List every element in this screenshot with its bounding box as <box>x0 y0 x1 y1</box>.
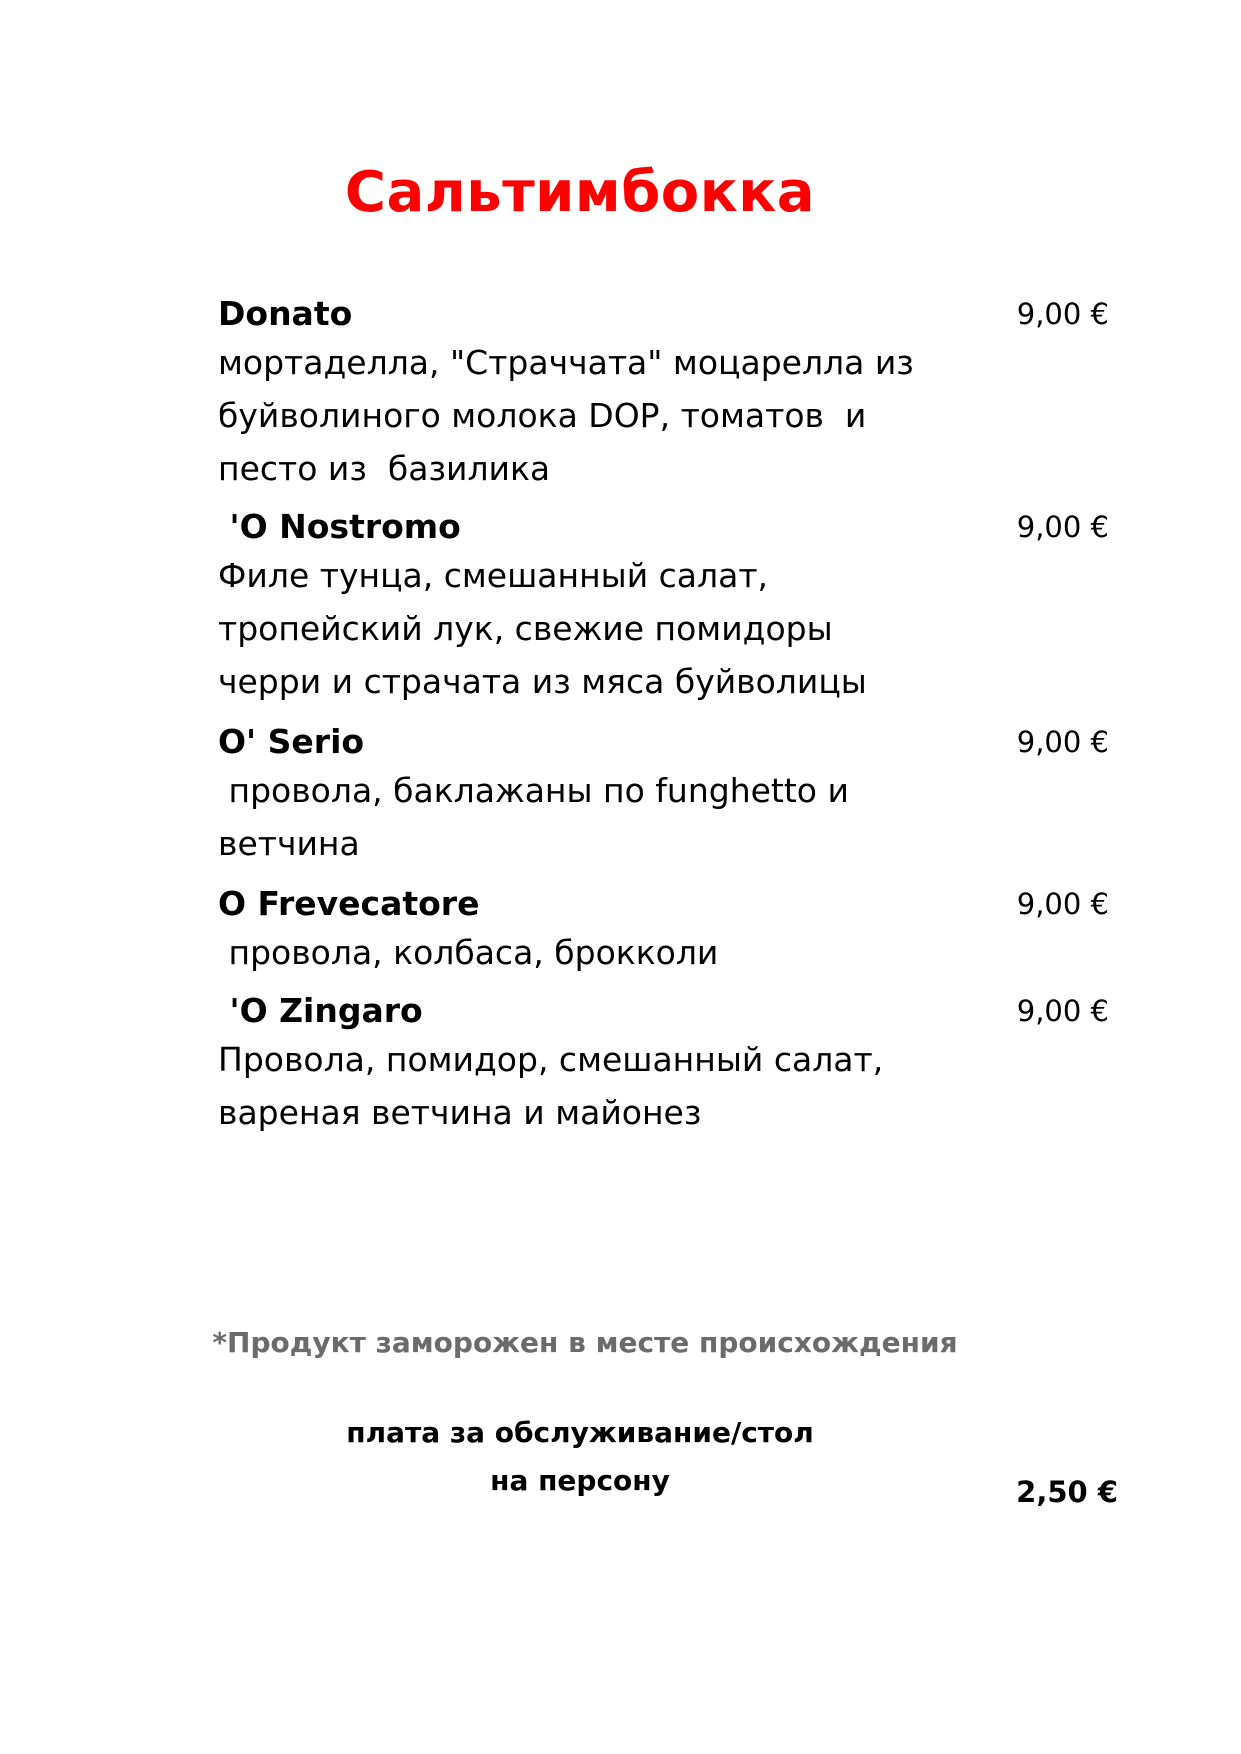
item-price: 9,00 € <box>1016 994 1109 1028</box>
item-description: провола, баклажаны по funghetto и ветчина <box>218 771 849 863</box>
menu-item-zingaro <box>218 989 1118 1139</box>
page-title: Сальтимбокка <box>344 160 816 225</box>
service-fee-price: 2,50 € <box>1016 1475 1118 1509</box>
service-fee-label-line1: плата за обслуживание/стол <box>346 1416 814 1449</box>
menu-item-nostromo <box>218 505 1118 708</box>
item-description: Провола, помидор, смешанный салат, вареная ветчина и майонез <box>218 1040 884 1132</box>
item-name: 'O Nostromo <box>218 507 461 546</box>
frozen-product-note: *Продукт заморожен в месте происхождения <box>212 1326 958 1359</box>
item-name: Donato <box>218 294 353 333</box>
item-description: провола, колбаса, брокколи <box>218 933 719 972</box>
item-price: 9,00 € <box>1016 510 1109 544</box>
item-name: O' Serio <box>218 722 365 761</box>
item-price: 9,00 € <box>1016 725 1109 759</box>
menu-item-serio <box>218 720 1118 870</box>
service-fee-label-line2: на персону <box>490 1464 670 1497</box>
item-description: мортаделла, "Страччата" моцарелла из буйволиного молока DOP, томатов и песто из базилика <box>218 343 914 488</box>
menu-item-frevecatore <box>218 882 1118 979</box>
item-price: 9,00 € <box>1016 887 1109 921</box>
item-name: O Frevecatore <box>218 884 480 923</box>
item-name: 'O Zingaro <box>218 991 423 1030</box>
item-description: Филе тунца, смешанный салат, тропейский лук, свежие помидоры черри и страчата из мяса буйволицы <box>218 556 867 701</box>
menu-item-donato <box>218 292 1118 495</box>
item-price: 9,00 € <box>1016 297 1109 331</box>
